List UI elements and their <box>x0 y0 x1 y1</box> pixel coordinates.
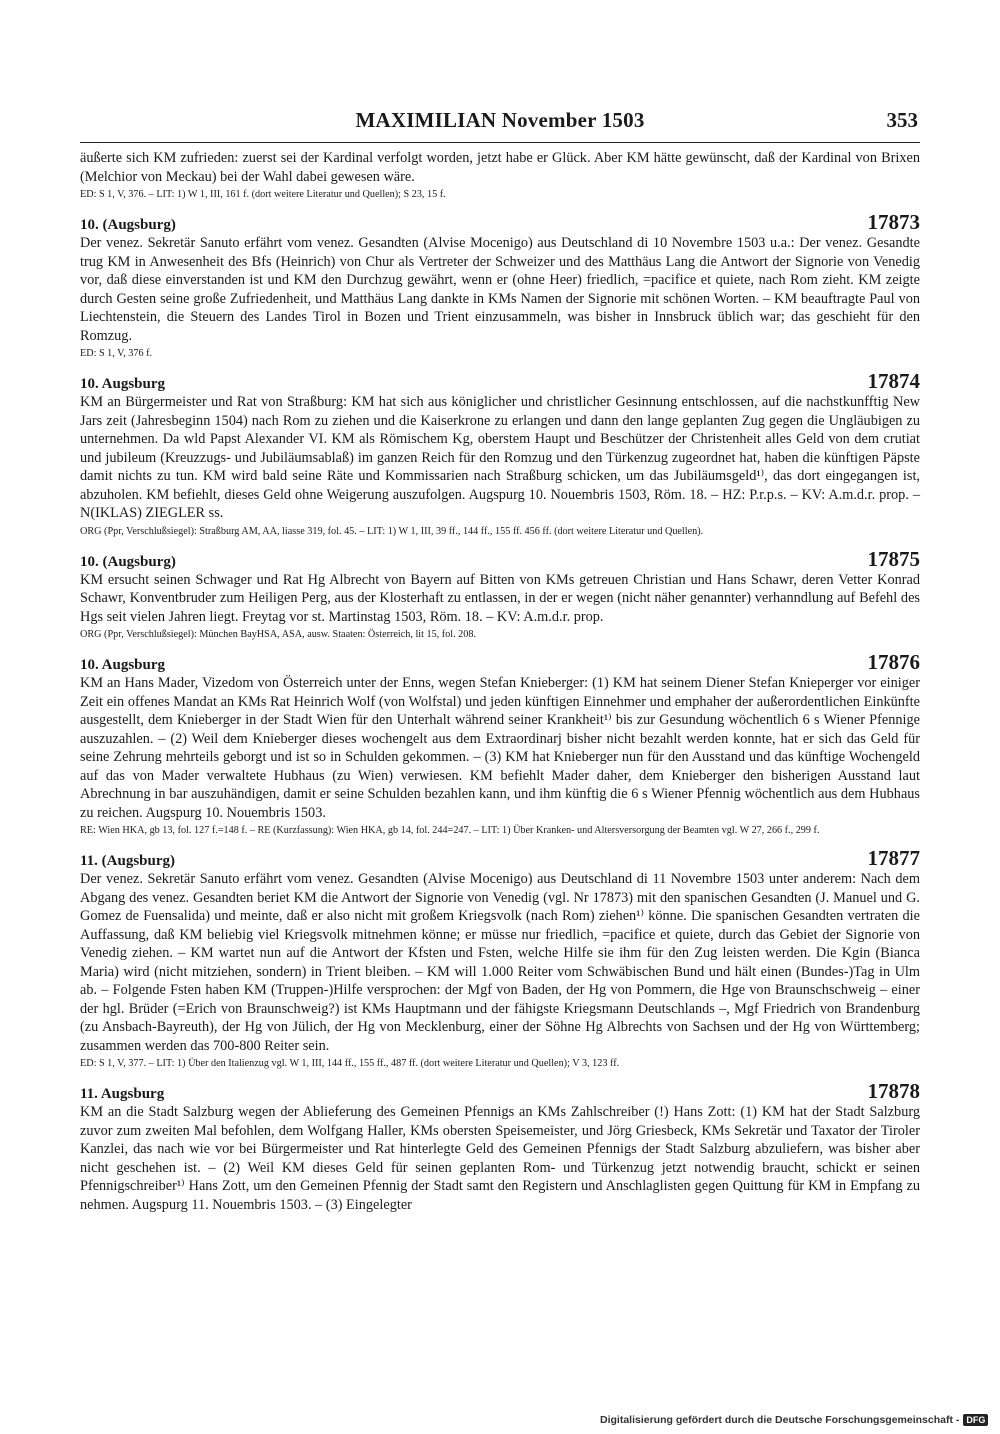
page-number: 353 <box>886 108 918 132</box>
entry-number: 17878 <box>867 1079 920 1103</box>
entry-text: KM an die Stadt Salzburg wegen der Ablieferung des Gemeinen Pfennigs an KMs Zahlschreiber (!) Hans Zott: (1) KM hat der Stadt Salzburg zuvor zum zweiten Mal befohlen, dem Wolfgang Haller, KMs obersten Speisemeister, und Jörg Griesbeck, KMs Sekretär und Taxator der Tiroler Kanzlei, das nach wie vor bei Bürgermeister und Rat hinterlegte Geld des Gemeinen Pfennigs der Stadt Salzburg abzuliefern, was bisher aber nicht geschehen ist. – (2) Weil KM dieses Geld für seinen geplanten Rom- und Türkenzug jetzt notwendig braucht, schickt er seinen Pfennigschreiber¹⁾ Hans Zott, um den Gemeinen Pfennig der Stadt samt den Registern und Anschlaglisten gegen Quittung für KM in Empfang zu nehmen. Augspurg 11. Nouembris 1503. – (3) Eingelegter <box>80 1104 920 1213</box>
entry-text: KM ersucht seinen Schwager und Rat Hg Albrecht von Bayern auf Bitten von KMs getreuen Christian und Hans Schawr, deren Vetter Konrad Schawr, Konventbruder zum Heiligen Perg, aus der Klosterhaft zu entlassen, in der er wegen (nicht näher genannter) verhanndlung auf Befehl des Hgs seit vielen Jahren liegt. Freytag vor st. Martinstag 1503, Röm. 18. – KV: A.m.d.r. prop. <box>80 571 920 625</box>
entry-number: 17877 <box>867 846 920 870</box>
entry-date: 11. (Augsburg) <box>80 853 176 869</box>
regest-entry <box>80 548 920 642</box>
entry-source: ED: S 1, V, 376 f. <box>80 348 153 359</box>
regest-entry <box>80 370 920 538</box>
entry-number: 17873 <box>867 210 920 234</box>
entry-number: 17876 <box>867 650 920 674</box>
entry-text: KM an Bürgermeister und Rat von Straßburg: KM hat sich aus königlicher und christlicher Gesinnung entschlossen, auf die nachstkunfftig New Jars zeit (Jahresbeginn 1504) nach Rom zu ziehen und die Kaiserkrone zu erlangen und dann den lange geplanten Zug gegen die Ungläubigen zu unternehmen. Da wld Papst Alexander VI. KM als Römischem Kg, oberstem Haupt und Beschützer der Christenheit alles Geld von dem crutiat und jubileum (Kreuzzugs- und Jubiläumsablaß) im ganzen Reich für den Romzug und den Türkenzug zugeordnet hat, haben die künftigen Päpste damit nichts zu tun. KM wird bald seine Räte und Kommissarien nach Straßburg schicken, um das Jubiläumsgeld¹⁾, das dort eingegangen ist, abzuholen. KM befiehlt, dieses Geld ohne Weigerung auszufolgen. Augspurg 10. Nouembris 1503, Röm. 18. – HZ: P.r.p.s. – KV: A.m.d.r. prop. – N(IKLAS) ZIEGLER ss. <box>80 394 920 521</box>
continuation-text: äußerte sich KM zufrieden: zuerst sei der Kardinal verfolgt worden, jetzt habe er Glück. Aber KM hätte gewünscht, daß der Kardinal von Brixen (Melchior von Meckau) bei der Wahl dabei gewesen wäre. <box>80 150 920 185</box>
running-header <box>80 108 920 143</box>
entry-text: KM an Hans Mader, Vizedom von Österreich unter der Enns, wegen Stefan Knieberger: (1) KM hat seinem Diener Stefan Knieperger vor einiger Zeit ein offenes Mandat an KMs Rat Heinrich Wolf (von Wolfstal) und jeden künftigen Einnehmer und emphaher der außerordentlichen Einkünfte ausgestellt, dem Knieberger in der Stadt Wien für den Unterhalt während seiner Krankheit¹⁾ bis zur Gesundung wöchentlich 6 s Wiener Pfennige auszuzahlen. – (2) Weil dem Knieberger dieses wochengelt aus dem Extraordinarj bisher nicht bezahlt werden konnte, hat er sich das Geld für seine Zehrung mehrteils geborgt und ist so in Schulden gekommen. – (3) KM hat Knieberger nun für den Ausstand und das künftige Wochengeld auf das von Mader verwaltete Hubhaus (zu Wien) verwiesen. KM befiehlt Mader daher, dem Knieberger den bisherigen Ausstand laut Abrechnung in bar auszuhändigen, damit er seine Schulden bezahlen kann, und ihm künftig die 6 s Wiener Pfennig wöchentlich aus dem Hubhaus zu reichen. Augspurg 10. Nouembris 1503. <box>80 675 920 821</box>
entry-number: 17874 <box>867 369 920 393</box>
regest-entry <box>80 1080 920 1214</box>
regest-entry <box>80 651 920 837</box>
entry-date: 10. Augsburg <box>80 376 166 392</box>
entry-date: 10. Augsburg <box>80 657 166 673</box>
footer-credit <box>600 1414 988 1426</box>
entry-date: 10. (Augsburg) <box>80 217 176 233</box>
regest-entry <box>80 211 920 360</box>
entry-source: ED: S 1, V, 377. – LIT: 1) Über den Italienzug vgl. W 1, III, 144 ff., 155 ff., 487 ff. (dort weitere Literatur und Quellen); V 3, 123 ff. <box>80 1058 620 1069</box>
entry-text: Der venez. Sekretär Sanuto erfährt vom venez. Gesandten (Alvise Mocenigo) aus Deutschland di 11 Novembre 1503 unter anderem: Nach dem Abgang des venez. Gesandten beriet KM die Antwort der Signorie von Venedig (vgl. Nr 17873) mit den spanischen Gesandten (J. Manuel und G. Gomez de Fuensalida) und meinte, daß er also nicht mit großem Kriegsvolk (nach Rom) ziehen¹⁾ könne. Die spanischen Gesandten vertraten die Auffassung, daß KM beliebig viel Kriegsvolk mitnehmen könne; er müsse nur friedlich, =pacifice et quiete, durch das Gebiet der Signorie von Venedig ziehen. – KM wartet nun auf die Antwort der Kfsten und Fsten, welche Hilfe sie ihm für den Zug leisten werden. Die Kgin (Bianca Maria) wird (nicht mitziehen, sondern) in Trient bleiben. – KM will 1.000 Reiter vom Schwäbischen Bund und hält einen (Bundes-)Tag in Ulm ab. – Folgende Fsten haben KM (Truppen-)Hilfe versprochen: der Mgf von Baden, der Hg von Pommern, die Hge von Braunschschweig – einer der hgl. Brüder (=Erich von Braunschweig?) ist KMs Hauptmann und der fähigste Kriegsmann Deutschlands –, Mgf Friedrich von Brandenburg (zu Ansbach-Bayreuth), der Hg von Jülich, der Hg von Mecklenburg, einer der Söhne Hg Albrechts von Sachsen und der Hg von Württemberg; zusammen werden das 700-800 Reiter sein. <box>80 871 920 1054</box>
entry-source: ORG (Ppr, Verschlußsiegel): Straßburg AM, AA, liasse 319, fol. 45. – LIT: 1) W 1, III, 39 ff., 144 ff., 155 ff. 456 ff. (dort weitere Literatur und Quellen). <box>80 525 704 537</box>
continuation-source: ED: S 1, V, 376. – LIT: 1) W 1, III, 161 f. (dort weitere Literatur und Quellen); S 23, 15 f. <box>80 189 446 200</box>
entry-date: 10. (Augsburg) <box>80 553 176 570</box>
footer-text: Digitalisierung gefördert durch die Deutsche Forschungsgemeinschaft - <box>600 1414 960 1426</box>
regest-entry <box>80 847 920 1070</box>
page-title: MAXIMILIAN November 1503 <box>355 108 645 132</box>
entry-source: ORG (Ppr, Verschlußsiegel): München BayHSA, ASA, ausw. Staaten: Österreich, lit 15, fol. 208. <box>80 629 477 640</box>
entry-number: 17875 <box>867 546 920 571</box>
dfg-logo: DFG <box>963 1414 988 1426</box>
document-page <box>80 108 920 1214</box>
entry-date: 11. Augsburg <box>80 1086 165 1102</box>
entry-text: Der venez. Sekretär Sanuto erfährt vom venez. Gesandten (Alvise Mocenigo) aus Deutschland di 10 Novembre 1503 u.a.: Der venez. Gesandte trug KM in Anwesenheit des Bfs (Heinrich) von Chur als Vertreter der Schweizer und des Matthäus Lang die Antwort der Signorie von Venedig vor, daß diese einverstanden ist und KM den Durchzug gewährt, wenn er (ohne Heer) friedlich, =pacifice et quiete, nach Rom zieht. KM zeigte durch Gesten seine große Zufriedenheit, und Matthäus Lang dankte in KMs Namen der Signorie mit schönen Worten. – KM beauftragte Paul von Liechtenstein, die Steuern des Landes Tirol in Bozen und Trient einzusammeln, was bisher in Innsbruck üblich war; das geschieht für den Romzug. <box>80 235 920 344</box>
entry-source: RE: Wien HKA, gb 13, fol. 127 f.=148 f. – RE (Kurzfassung): Wien HKA, gb 14, fol. 244=247. – LIT: 1) Über Kranken- und Altersversorgung der Beamten vgl. W 27, 266 f., 299 f. <box>80 825 820 836</box>
